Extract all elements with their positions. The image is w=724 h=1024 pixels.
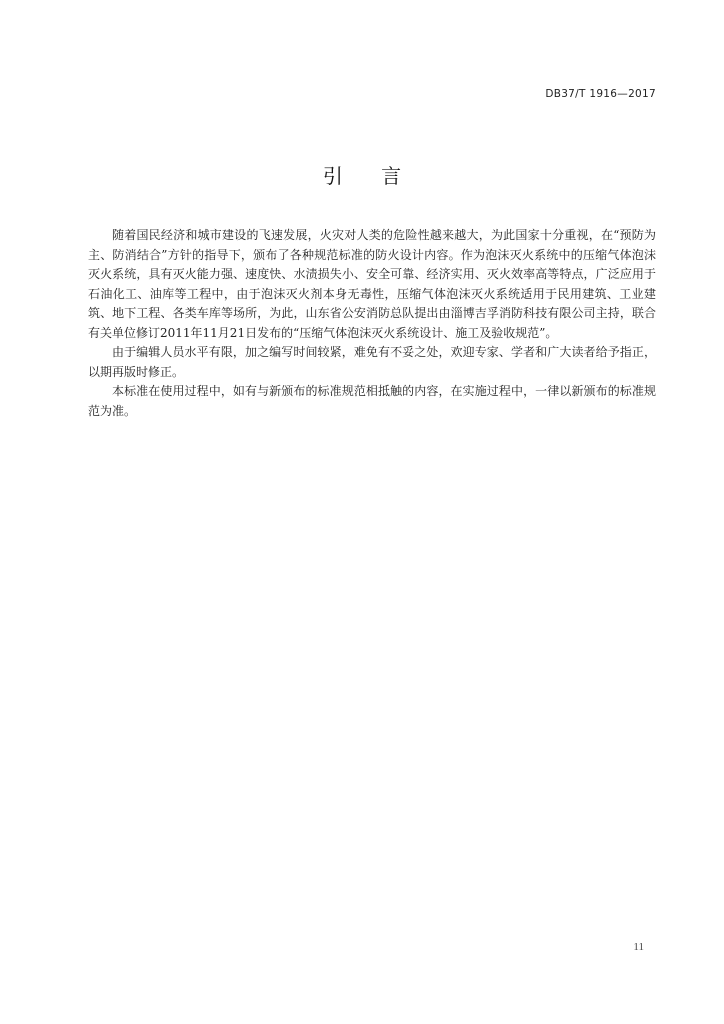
standard-code: DB37/T 1916—2017 <box>545 88 656 100</box>
paragraph-3: 本标准在使用过程中，如有与新颁布的标准规范相抵触的内容，在实施过程中，一律以新颁布的标准规范为准。 <box>88 384 656 418</box>
page-number: 11 <box>633 941 644 953</box>
paragraph-1: 随着国民经济和城市建设的飞速发展，火灾对人类的危险性越来越大，为此国家十分重视，在“预防为主、防消结合”方针的指导下，颁布了各种规范标准的防火设计内容。作为泡沫灭火系统中的压缩气体泡沫灭火系统，具有灭火能力强、速度快、水渍损失小、安全可靠、经济实用、灭火效率高等特点，广泛应用于石油化工、油库等工程中，由于泡沫灭火剂本身无毒性，压缩气体泡沫灭火系统适用于民用建筑、工业建筑、地下工程、各类车库等场所，为此，山东省公安消防总队提出由淄博吉孚消防科技有限公司主持，联合有关单位修订2011年11月21日发布的“压缩气体泡沫灭火系统设计、施工及验收规范”。 <box>88 228 656 340</box>
introduction-body <box>88 226 656 421</box>
paragraph-2: 由于编辑人员水平有限，加之编写时间较紧，难免有不妥之处，欢迎专家、学者和广大读者给予指正，以期再版时修正。 <box>88 345 656 379</box>
page-title: 引 言 <box>322 164 418 188</box>
